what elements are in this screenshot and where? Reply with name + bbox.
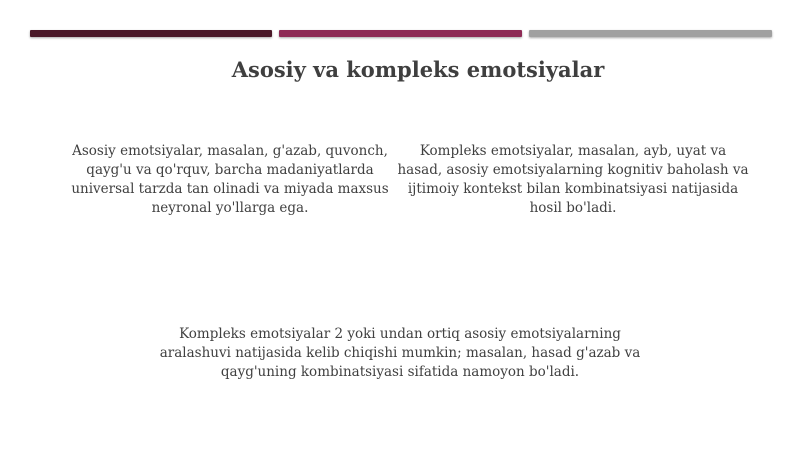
- slide-title: Asosiy va kompleks emotsiyalar: [231, 57, 605, 82]
- decorative-top-bars: [30, 30, 772, 37]
- accent-bar-dark: [30, 30, 272, 37]
- basic-emotions-text: Asosiy emotsiyalar, masalan, g'azab, quvonch, qayg'u va qo'rquv, barcha madaniyatlarda universal tarzda tan olinadi va miyada maxsus neyronal yo'llarga ega.: [71, 143, 389, 216]
- emotion-mixing-text: Kompleks emotsiyalar 2 yoki undan ortiq asosiy emotsiyalarning aralashuvi natijasida kelib chiqishi mumkin; masalan, hasad g'azab va qayg'uning kombinatsiyasi sifatida namoyon bo'ladi.: [159, 326, 641, 380]
- accent-bar-gray: [529, 30, 772, 37]
- accent-bar-magenta: [279, 30, 522, 37]
- complex-emotions-text: Kompleks emotsiyalar, masalan, ayb, uyat va hasad, asosiy emotsiyalarning kognitiv baholash va ijtimoiy kontekst bilan kombinatsiyasi natijasida hosil bo'ladi.: [397, 143, 749, 216]
